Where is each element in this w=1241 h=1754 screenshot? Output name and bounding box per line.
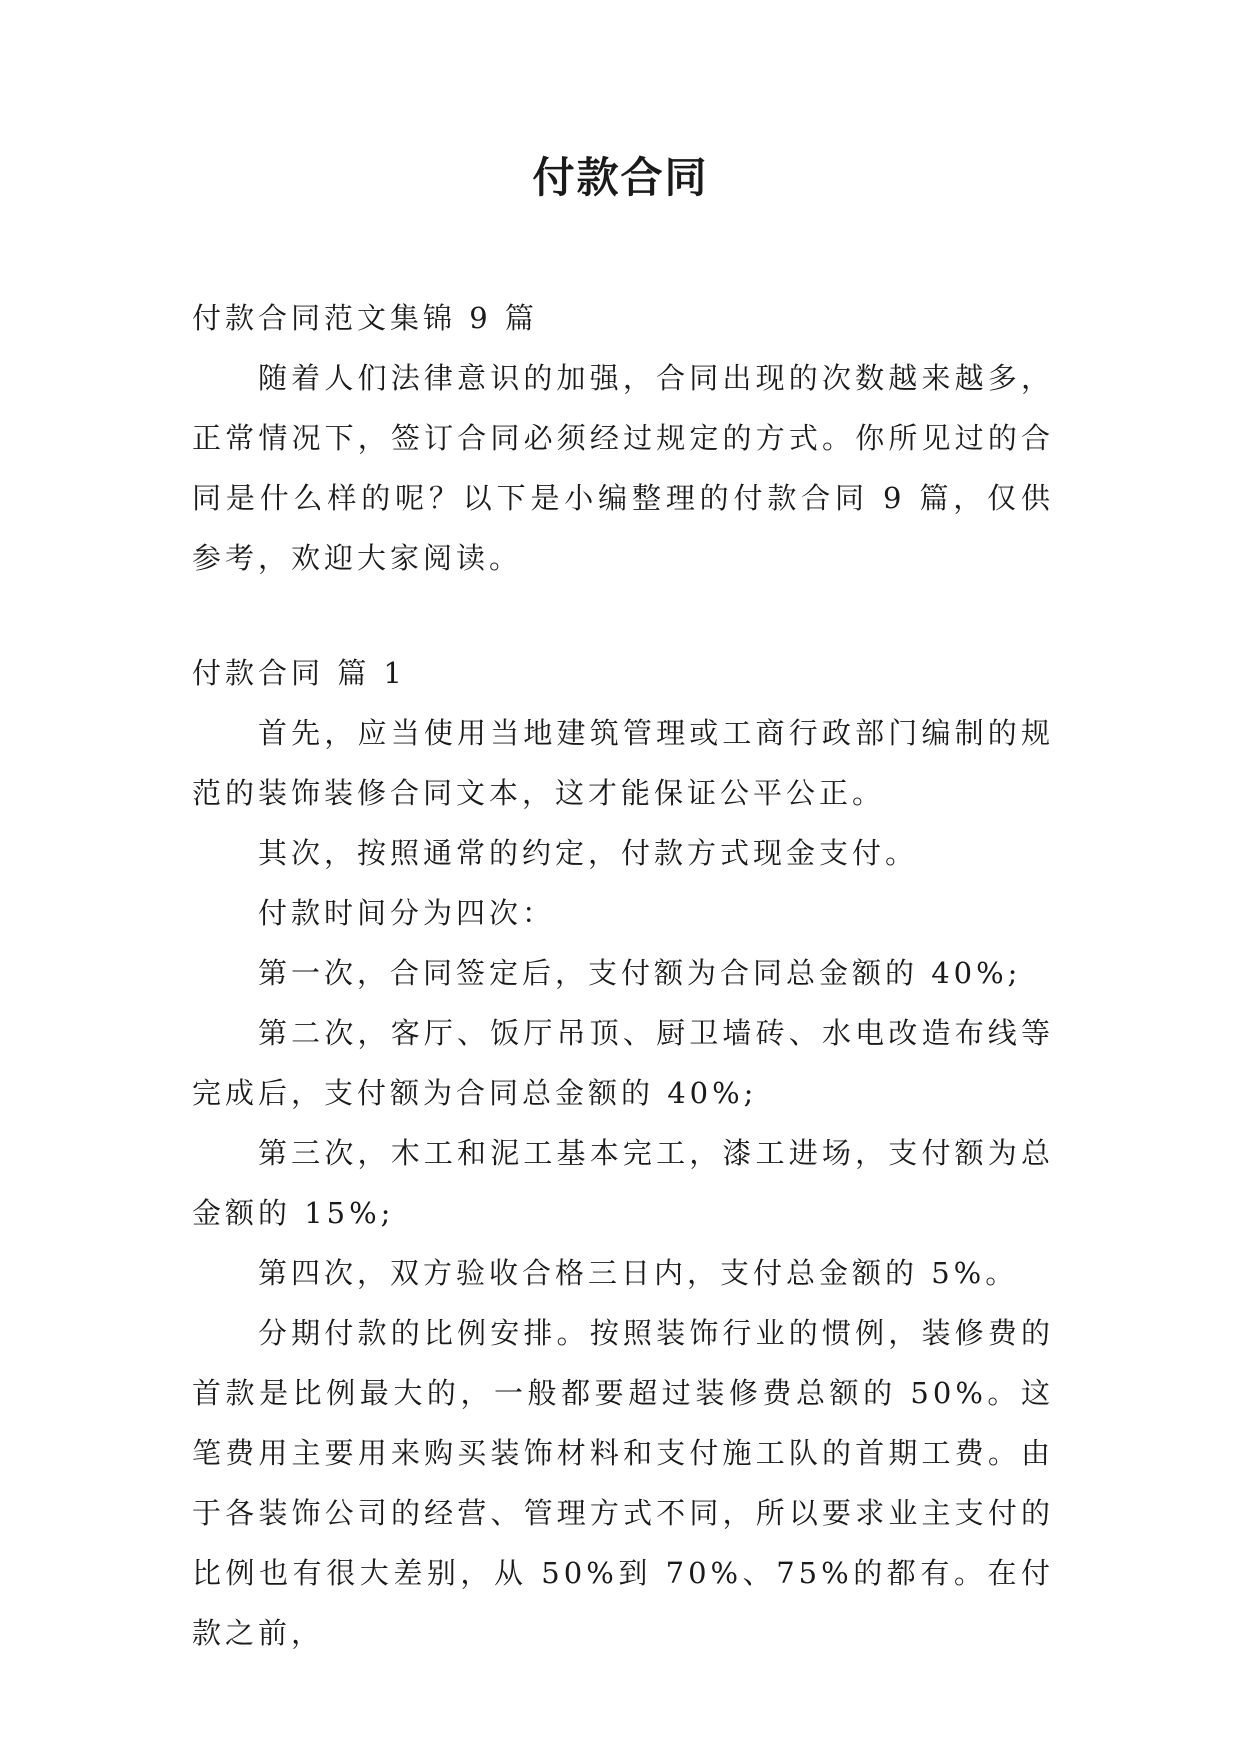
section-heading: 付款合同 篇 1 <box>192 656 406 690</box>
document-title: 付款合同 <box>532 153 709 202</box>
paragraph-2: 其次，按照通常的约定，付款方式现金支付。 <box>258 836 919 870</box>
document-body <box>192 288 1054 1663</box>
paragraph-5: 第二次，客厅、饭厅吊顶、厨卫墙砖、水电改造布线等完成后，支付额为合同总金额的 40%; <box>192 1016 1054 1110</box>
intro-paragraph: 随着人们法律意识的加强，合同出现的次数越来越多，正常情况下，签订合同必须经过规定的方式。你所见过的合同是什么样的呢？以下是小编整理的付款合同 9 篇，仅供参考，欢迎大家阅读。 <box>192 361 1054 575</box>
paragraph-3: 付款时间分为四次： <box>258 896 556 930</box>
paragraph-7: 第四次，双方验收合格三日内，支付总金额的 5%。 <box>258 1256 1019 1290</box>
collection-subtitle: 付款合同范文集锦 9 篇 <box>192 301 538 335</box>
paragraph-6: 第三次，木工和泥工基本完工，漆工进场，支付额为总金额的 15%; <box>192 1136 1054 1230</box>
paragraph-1: 首先，应当使用当地建筑管理或工商行政部门编制的规范的装饰装修合同文本，这才能保证公平公正。 <box>192 716 1054 810</box>
paragraph-4: 第一次，合同签定后，支付额为合同总金额的 40%; <box>258 956 1022 990</box>
paragraph-8: 分期付款的比例安排。按照装饰行业的惯例，装修费的首款是比例最大的，一般都要超过装修费总额的 50%。这笔费用主要用来购买装饰材料和支付施工队的首期工费。由于各装饰公司的经营、管理方式不同，所以要求业主支付的比例也有很大差别，从 50%到 70%、75%的都有。在付款之前， <box>192 1316 1054 1650</box>
section-spacer <box>192 588 1054 643</box>
